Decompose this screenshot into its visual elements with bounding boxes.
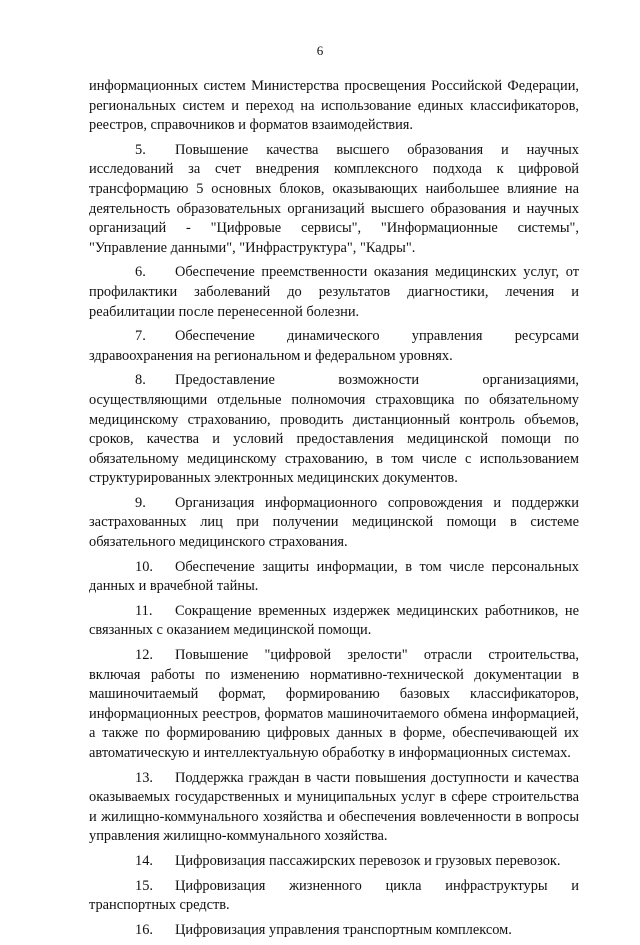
item-text: Цифровизация жизненного цикла инфраструктуры и транспортных средств. — [89, 877, 579, 914]
item-number: 9. — [135, 494, 146, 511]
item-number: 7. — [135, 328, 146, 345]
list-item-5 — [89, 141, 579, 259]
item-number: 5. — [135, 141, 146, 158]
item-number: 16. — [135, 921, 153, 938]
item-text: Обеспечение защиты информации, в том числе персональных данных и врачебной тайны. — [89, 558, 579, 595]
item-number: 12. — [135, 647, 153, 664]
list-item-7 — [89, 327, 579, 366]
item-text: Повышение "цифровой зрелости" отрасли строительства, включая работы по изменению нормативно-технической документации в машиночитаемый формат, формированию базовых классификаторов, информационных реестров, форматов машиночитаемого обмена информацией, а также по формированию цифровых данных в форме, обеспечивающей их автоматическую и интеллектуальную обработку в информационных системах. — [89, 647, 579, 761]
item-text: Поддержка граждан в части повышения доступности и качества оказываемых государственных и муниципальных услуг в сфере строительства и жилищно-коммунального хозяйства и обеспечения вовлеченности в вопросы управления жилищно-коммунального хозяйства. — [89, 769, 579, 845]
item-number: 15. — [135, 877, 153, 894]
list-item-12 — [89, 646, 579, 764]
item-number: 14. — [135, 852, 153, 869]
item-text: Обеспечение динамического управления ресурсами здравоохранения на региональном и федеральном уровнях. — [89, 328, 579, 364]
item-text: Цифровизация пассажирских перевозок и грузовых перевозок. — [175, 852, 561, 869]
item-text: Обеспечение преемственности оказания медицинских услуг, от профилактики заболеваний до результатов диагностики, лечения и реабилитации после перенесенной болезни. — [89, 264, 579, 320]
page-number: 6 — [316, 43, 324, 58]
item-text: Организация информационного сопровождения и поддержки застрахованных лиц при получении медицинской помощи в системе обязательного медицинского страхования. — [89, 494, 579, 551]
item-number: 6. — [135, 264, 146, 281]
item-number: 10. — [135, 558, 153, 575]
item-text: Цифровизация управления транспортным комплексом. — [175, 921, 512, 938]
item-text: Сокращение временных издержек медицинских работников, не связанных с оказанием медицинской помощи. — [89, 602, 579, 639]
item-number: 8. — [135, 372, 146, 389]
list-item-16 — [89, 921, 579, 941]
list-item-13 — [89, 769, 579, 847]
item-text: Повышение качества высшего образования и научных исследований за счет внедрения комплексного подхода к цифровой трансформацию 5 основных блоков, оказывающих наибольшее влияние на деятельность образовательных организаций высшего образования и научных организаций - "Цифровые сервисы", "Информационные системы", "Управление данными", "Инфраструктура", "Кадры". — [89, 141, 579, 256]
list-item-14 — [89, 852, 579, 872]
list-item-9 — [89, 494, 579, 553]
document-body — [89, 77, 579, 945]
list-item-10 — [89, 558, 579, 597]
list-item-6 — [89, 263, 579, 322]
item-text: Предоставление возможности организациями, осуществляющими отдельные полномочия страховщика по обязательному медицинскому страхованию, проводить дистанционный контроль объемов, сроков, качества и условий предоставления медицинской помощи по обязательному медицинскому страхованию, в том числе с использованием структурированных электронных медицинских документов. — [89, 372, 579, 487]
item-number: 13. — [135, 769, 153, 786]
intro-paragraph: информационных систем Министерства просвещения Российской Федерации, региональных систем и переход на использование единых классификаторов, реестров, справочников и форматов взаимодействия. — [89, 78, 579, 134]
list-item-8 — [89, 371, 579, 489]
list-item-15 — [89, 877, 579, 916]
list-item-11 — [89, 602, 579, 641]
item-number: 11. — [135, 602, 153, 619]
